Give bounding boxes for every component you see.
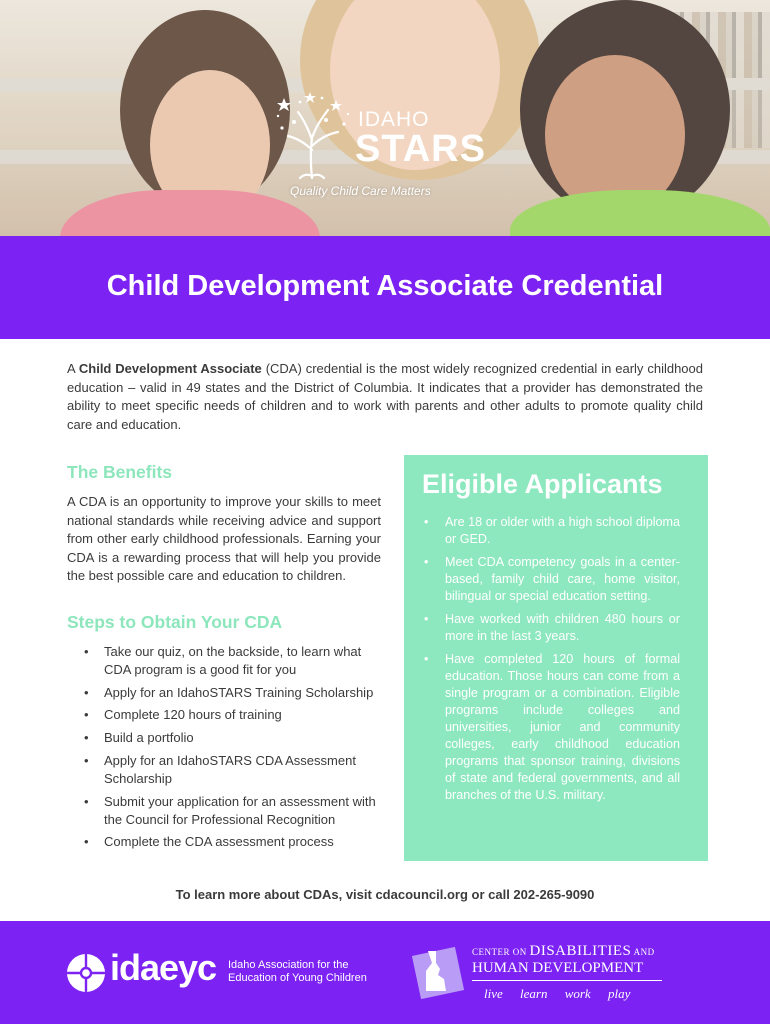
eligible-item: • Are 18 or older with a high school diploma or GED. (422, 514, 680, 548)
cdhd-logo (410, 941, 670, 1011)
idaeyc-full-name (228, 959, 367, 985)
logo-idaho: IDAHO (358, 108, 430, 131)
step-item: • Complete 120 hours of training (79, 706, 381, 724)
benefits-text: A CDA is an opportunity to improve your skills to meet national standards while receiving advice and support from other early childhood professionals. Earning your CDA is a rewarding process that will help you provide the best possible care and education to children. (67, 494, 381, 584)
intro-paragraph (67, 360, 703, 434)
eligible-item: • Have completed 120 hours of formal education. Those hours can come from a single program or a combination. Eligible programs include colleges and universities, junior and community colleges, early childhood education programs that sponsor training, divisions of state and federal governments, and all branches of the U.S. military. (422, 651, 680, 804)
intro-body: (CDA) credential is the most widely recognized credential in early childhood education – valid in 49 states and the District of Columbia. It indicates that a provider has demonstrated the ability to meet specific needs of children and to work with parents and other adults to promote quality child care and education. (67, 361, 703, 432)
hero-photo (0, 0, 770, 236)
logo-stars: STARS (355, 128, 486, 170)
cdhd-line2: HUMAN DEVELOPMENT (472, 960, 644, 976)
step-item: • Apply for an IdahoSTARS CDA Assessment Scholarship (79, 752, 381, 789)
idaeyc-wordmark: idaeyc (110, 947, 217, 988)
idaeyc-name-line: Idaho Association for the (228, 959, 349, 971)
eligible-heading: Eligible Applicants (422, 469, 663, 499)
cdhd-disabilities: DISABILITIES (529, 943, 632, 959)
idaho-state-icon (410, 945, 466, 1001)
benefits-heading: The Benefits (67, 462, 173, 482)
page-title: Child Development Associate Credential (106, 270, 664, 302)
steps-list (67, 643, 381, 852)
cdhd-line1 (472, 943, 655, 960)
cdhd-motto: live learn work play (484, 986, 631, 1001)
step-item: • Submit your application for an assessment with the Council for Professional Recognition (79, 793, 381, 830)
step-item: • Take our quiz, on the backside, to learn what CDA program is a good fit for you (79, 643, 381, 680)
logo-tagline: Quality Child Care Matters (290, 184, 431, 198)
eligible-applicants-box (404, 455, 708, 861)
tree-icon (270, 90, 354, 180)
eligible-item: • Meet CDA competency goals in a center-based, family child care, home visitor, bilingual or special education setting. (422, 554, 680, 605)
left-column (67, 462, 381, 856)
step-item: • Apply for an IdahoSTARS Training Scholarship (79, 684, 381, 702)
intro-lead: A (67, 361, 79, 376)
puzzle-icon (66, 953, 106, 993)
step-item: • Complete the CDA assessment process (79, 833, 381, 851)
title-band (0, 236, 770, 339)
intro-term: Child Development Associate (78, 361, 262, 376)
cdhd-and: AND (631, 947, 655, 957)
eligible-list (422, 514, 680, 804)
idaeyc-name-line: Education of Young Children (228, 972, 367, 984)
divider (472, 980, 662, 981)
eligible-item: • Have worked with children 480 hours or more in the last 3 years. (422, 611, 680, 645)
footer-band (0, 921, 770, 1024)
cdhd-center-on: CENTER ON (472, 947, 530, 957)
step-item: • Build a portfolio (79, 729, 381, 747)
learn-more-text: To learn more about CDAs, visit cdacouncil.org or call 202-265-9090 (175, 887, 595, 902)
idaeyc-logo (66, 949, 376, 999)
steps-heading: Steps to Obtain Your CDA (67, 611, 283, 632)
idaho-stars-logo (270, 90, 500, 210)
